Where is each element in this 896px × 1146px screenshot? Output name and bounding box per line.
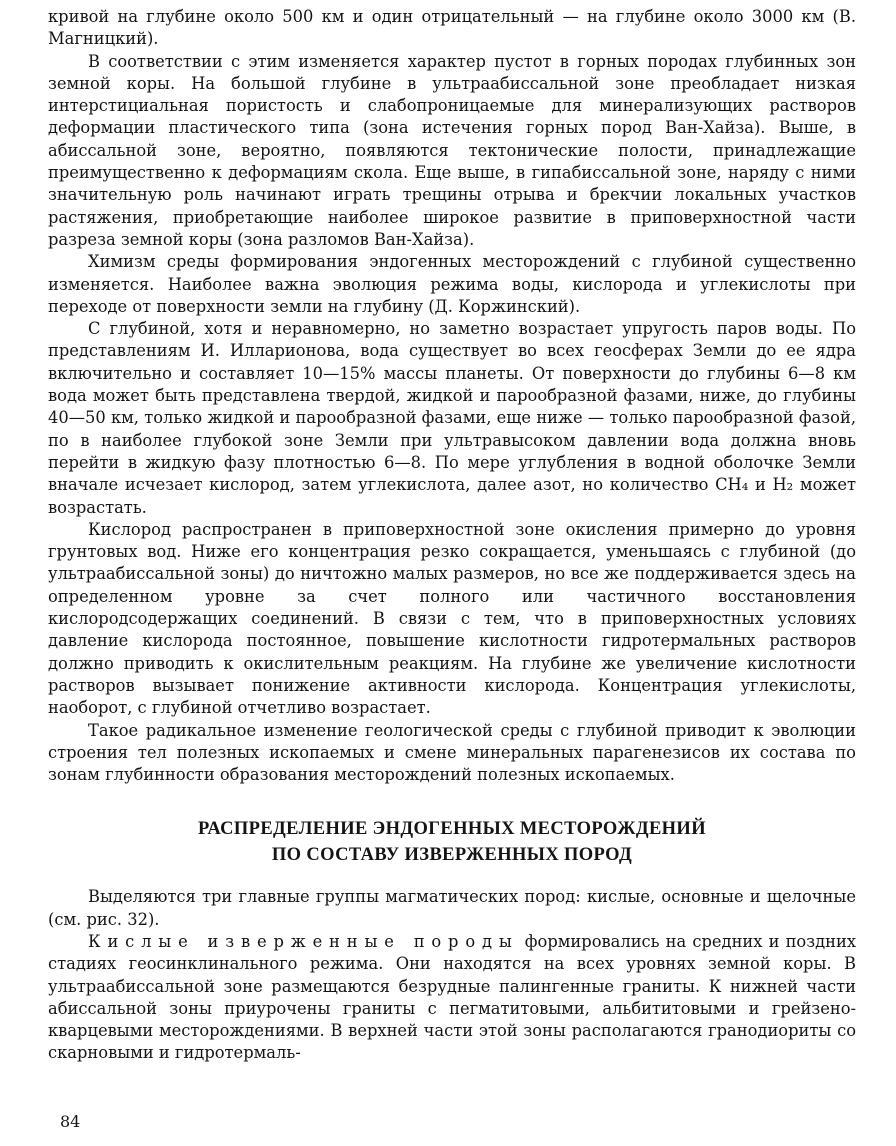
page-number: 84: [60, 1112, 81, 1131]
paragraph-evolution: Такое радикальное изменение геологической среды с глубиной приводит к эволюции строения тел полезных ископаемых и смене минеральных парагенезисов их состава по зонам глубинности образования месторождений полезных ископаемых.: [48, 720, 856, 785]
paragraph-chemistry: Химизм среды формирования эндогенных месторождений с глубиной существенно изменяется. Наиболее важна эволюция режима воды, кислорода и углекислоты при переходе от поверхности земли на глубину (Д. Коржинский).: [48, 252, 856, 316]
page-body: [48, 6, 856, 1065]
paragraph-water: С глубиной, хотя и неравномерно, но заметно возрастает упругость паров воды. По представлениям И. Илларионова, вода существует во всех геосферах Земли до ее ядра включительно и составляет 10—15% массы планеты. От поверхности до глубины 6—8 км вода может быть представлена твердой, жидкой и парообразной фазами, ниже, до глубины 40—50 км, только жидкой и парообразной фазами, еще ниже — только парообразной фазой, по в наиболее глубокой зоне Земли при ультравысоком давлении вода должна вновь перейти в жидкую фазу плотностью 6—8. По мере углубления в водной оболочке Земли вначале исчезает кислород, затем углекислота, далее азот, но количество CH₄ и H₂ может возрастать.: [48, 319, 856, 517]
emphasis-acid-rocks: Кислые изверженные породы: [88, 931, 519, 951]
paragraph-acid-rocks: [48, 931, 856, 1065]
section-heading: [48, 816, 856, 868]
paragraph-oxygen: Кислород распространен в приповерхностной зоне окисления примерно до уровня грунтовых вод. Ниже его концентрация резко сокращается, уменьшаясь с глубиной (до ультраабиссальной зоны) до ничтожно малых размеров, но все же поддерживается здесь на определенном уровне за счет полного или частичного восстановления кислородсодержащих соединений. В связи с тем, что в приповерхностных условиях давление кислорода постоянное, повышение кислотности гидротермальных растворов должно приводить к окислительным реакциям. На глубине же увеличение кислотности растворов вызывает понижение активности кислорода. Концентрация углекислоты, наоборот, с глубиной отчетливо возрастает.: [48, 519, 856, 718]
paragraph-acid-rocks-text: формировались на средних и поздних стадиях геосинклинального режима. Они находятся на всех уровнях земной коры. В ультраабиссальной зоне размещаются безрудные палингенные граниты. К нижней части абиссальной зоны приурочены граниты с пегматитовыми, альбититовыми и грейзено-кварцевыми месторождениями. В верхней части этой зоны располагаются гранодиориты со скарновыми и гидротермаль-: [48, 931, 857, 1063]
paragraph-groups: Выделяются три главные группы магматических пород: кислые, основные и щелочные (см. рис. 32).: [48, 887, 856, 929]
section-heading-line-1: РАСПРЕДЕЛЕНИЕ ЭНДОГЕННЫХ МЕСТОРОЖДЕНИЙ: [198, 819, 706, 840]
paragraph-continuation: кривой на глубине около 500 км и один отрицательный — на глубине около 3000 км (В. Магницкий).: [48, 7, 856, 49]
section-heading-line-2: ПО СОСТАВУ ИЗВЕРЖЕННЫХ ПОРОД: [271, 845, 633, 866]
paragraph-cavities: В соответствии с этим изменяется характер пустот в горных породах глубинных зон земной коры. На большой глубине в ультраабиссальной зоне преобладает низкая интерстициальная пористость и слабопроницаемые для минерализующих растворов деформации пластического типа (зона истечения горных пород Ван-Хайза). Выше, в абиссальной зоне, вероятно, появляются тектонические полости, принадлежащие преимущественно к деформациям скола. Еще выше, в гипабиссальной зоне, наряду с ними значительную роль начинают играть трещины отрыва и брекчии локальных участков растяжения, приобретающие наиболее широкое развитие в приповерхностной части разреза земной коры (зона разломов Ван-Хайза).: [48, 51, 856, 249]
